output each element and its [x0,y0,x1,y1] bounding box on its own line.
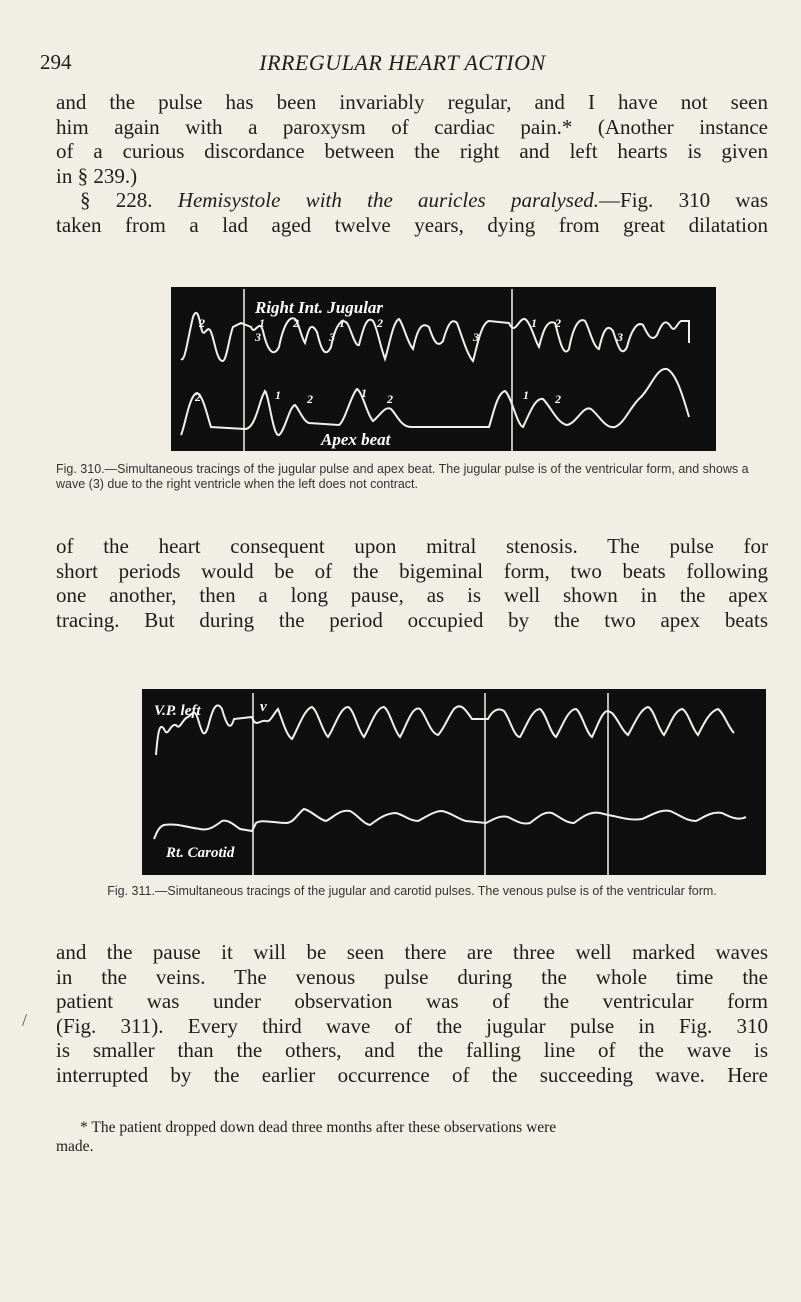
margin-mark: / [22,1010,28,1030]
wave-number: 2 [377,316,383,330]
wave-number: 2 [195,390,201,404]
section-number: § 228. [80,188,153,212]
figure-311-tracing [142,689,766,875]
section-title-tail: —Fig. 310 was [599,188,768,212]
wave-number: 3 [329,330,335,344]
wave-number: 2 [387,392,393,406]
label-v: v [260,699,267,715]
wave-number: 3 [617,330,623,344]
figure-311-caption: Fig. 311.—Simultaneous tracings of the jugular and carotid pulses. The venous pulse is of the ventricular form. [107,884,717,898]
text-line: of a curious discordance between the right and left hearts is given [56,139,768,163]
text-line: and the pause it will be seen there are three well marked waves [56,940,768,964]
text-line: is smaller than the others, and the falling line of the wave is [56,1038,768,1062]
figure-310-tracing [171,287,716,451]
figure-311-svg [142,689,766,875]
section-title: Hemisystole with the auricles paralysed. [177,188,600,212]
label-carotid: Rt. Carotid [166,845,235,861]
label-vp-left: V.P. left [154,703,201,719]
text-line: taken from a lad aged twelve years, dying from great dilatation [56,212,768,237]
paragraph-4 [56,940,768,1087]
figure-310-caption: Fig. 310.—Simultaneous tracings of the jugular pulse and apex beat. The jugular pulse is of the ventricular form, and shows a wave (3) due to the right ventricle when the left does not contract. [56,462,749,491]
wave-number: 2 [293,316,299,330]
text-line: him again with a paroxysm of cardiac pain.* (Another instance [56,114,768,139]
label-apex: Apex beat [321,430,391,449]
page-number: 294 [40,50,72,74]
wave-number: 3 [473,330,479,344]
text-line: one another, then a long pause, as is well shown in the apex [56,583,768,607]
text-line: interrupted by the earlier occurrence of the succeeding wave. Here [56,1062,768,1087]
text-line: in the veins. The venous pulse during the whole time the [56,964,768,989]
apex-tracing [181,369,689,435]
wave-number: 1 [275,388,281,402]
figure-310-svg [171,287,716,451]
text-line: and the pulse has been invariably regular, and I have not seen [56,90,768,114]
text-line: patient was under observation was of the ventricular form [56,989,768,1013]
text-line [56,188,768,213]
wave-number: 1 [361,386,367,400]
text-line: tracing. But during the period occupied by the two apex beats [56,607,768,632]
paragraph-2 [56,188,768,237]
paragraph-3 [56,534,768,632]
text-line: short periods would be of the bigeminal form, two beats following [56,558,768,583]
running-head: IRREGULAR HEART ACTION [259,50,546,75]
wave-number: 2 [555,392,561,406]
paragraph-1 [56,90,768,188]
carotid-tracing [154,809,746,839]
wave-number: 1 [339,316,345,330]
label-jugular: Right Int. Jugular [255,298,384,317]
venous-tracing [156,705,734,755]
wave-number: 3 [255,330,261,344]
footnote-line: * The patient dropped down dead three months after these observations were [80,1119,557,1136]
text-line: (Fig. 311). Every third wave of the jugular pulse in Fig. 310 [56,1013,768,1038]
wave-number: 1 [259,316,265,330]
text-line: in § 239.) [56,163,138,188]
footnote-line: made. [56,1138,94,1155]
footnote [56,1118,768,1156]
wave-number: 1 [523,388,529,402]
wave-number: 2 [199,316,205,330]
page-header [40,50,765,80]
wave-number: 2 [555,316,561,330]
text-line: of the heart consequent upon mitral stenosis. The pulse for [56,534,768,558]
wave-number: 2 [307,392,313,406]
wave-number: 1 [531,316,537,330]
